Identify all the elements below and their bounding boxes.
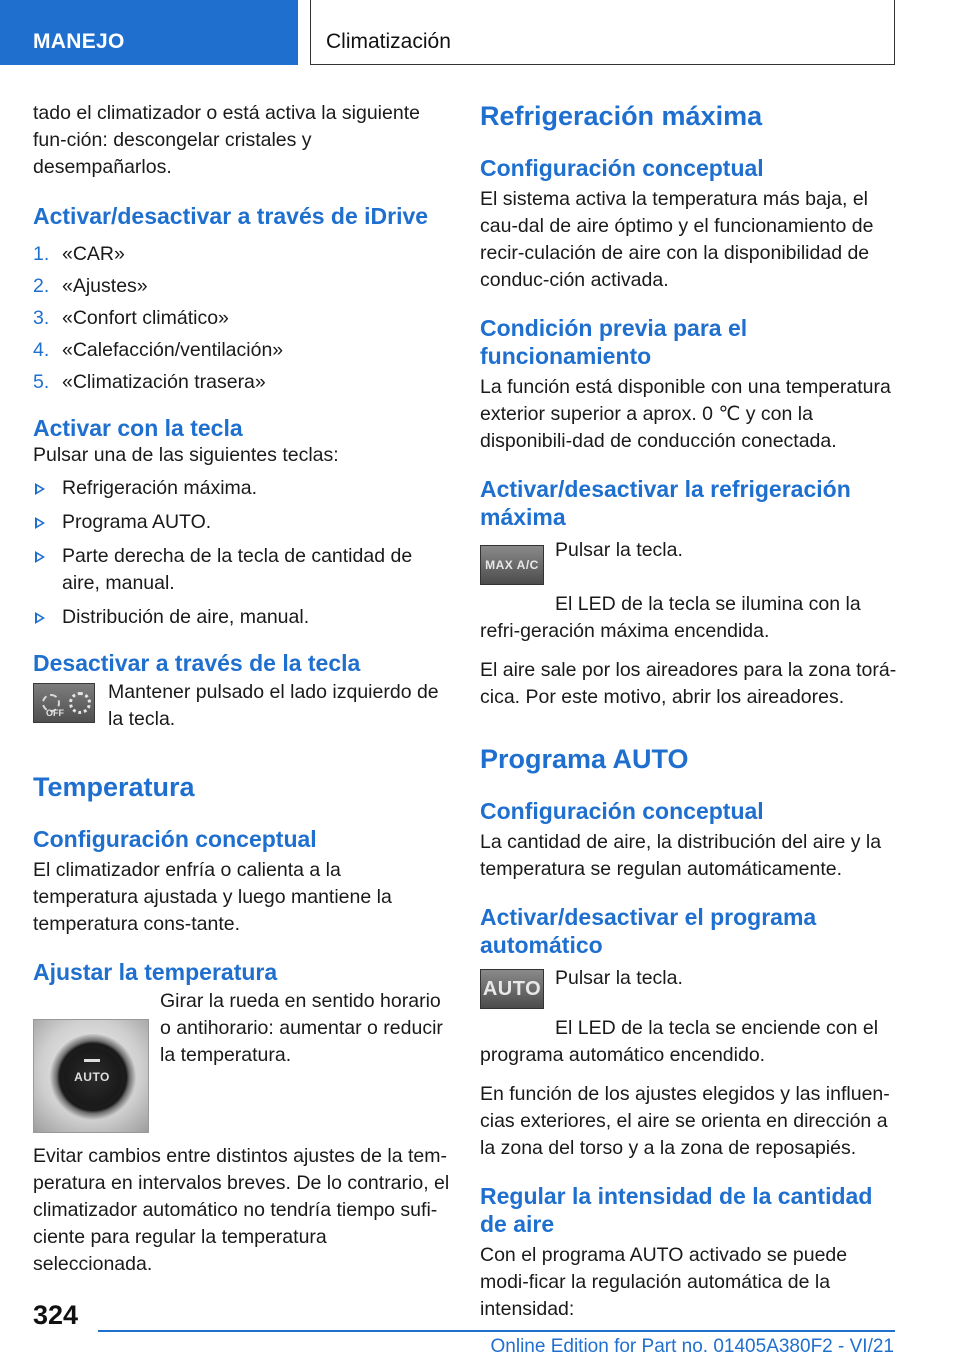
auto-press-text: Pulsar la tecla. xyxy=(555,967,683,989)
max-ac-key xyxy=(480,545,544,585)
key-intro: Pulsar una de las siguientes teclas: xyxy=(33,444,339,466)
list-item: Parte derecha de la tecla de cantidad de aire, manual. xyxy=(33,543,451,597)
key-list xyxy=(33,475,451,631)
list-item: Programa AUTO. xyxy=(33,509,451,536)
maxac-concept-text: El sistema activa la temperatura más baja, el cau-dal de aire óptimo y el funcionamiento de recir-culación de aire con la disponibilidad de conduc-ción activada. xyxy=(480,188,874,291)
list-item: 3. «Confort climático» xyxy=(33,307,229,329)
triangle-bullet-icon xyxy=(35,517,45,529)
list-item: 4. «Calefacción/ventilación» xyxy=(33,339,284,361)
fan-off-label: OFF xyxy=(46,708,64,718)
list-item: 2. «Ajustes» xyxy=(33,275,148,297)
deactivate-row xyxy=(33,679,451,733)
maxac-press-text: Pulsar la tecla. xyxy=(555,539,683,561)
maxac-led-text: El LED de la tecla se ilumina con la refri-geración máxima encendida. xyxy=(480,593,861,642)
maxac-heading: Refrigeración máxima xyxy=(480,101,763,131)
maxac-concept-heading: Configuración conceptual xyxy=(480,155,764,181)
section-tab xyxy=(0,0,298,65)
auto-key xyxy=(480,969,544,1009)
footer-divider xyxy=(98,1330,895,1332)
chapter-box xyxy=(310,0,895,65)
footer-edition: Online Edition for Part no. 01405A380F2 - VI/21 xyxy=(490,1336,894,1357)
temp-warning-text: Evitar cambios entre distintos ajustes de la tem-peratura en intervalos breves. De lo contrario, el climatizador automático no tendría tiempo sufi-ciente para regular la temperatura seleccionada. xyxy=(33,1145,450,1275)
maxac-condition-text: La función está disponible con una temperatura exterior superior a aprox. 0 ℃ y con la disponibili-dad de conducción conectada. xyxy=(480,376,891,452)
maxac-key-row xyxy=(480,537,898,585)
section-title: MANEJO xyxy=(33,30,125,53)
maxac-toggle-heading: Activar/desactivar la refrigeración máxima xyxy=(480,476,851,530)
right-column xyxy=(480,100,898,1323)
maxac-condition-heading: Condición previa para el funcionamiento xyxy=(480,315,748,369)
auto-key-row xyxy=(480,965,898,1009)
idrive-steps xyxy=(33,238,451,398)
max-ac-key-label: MAX A/C xyxy=(480,545,544,585)
auto-concept-heading: Configuración conceptual xyxy=(480,798,764,824)
maxac-air-text: El aire sale por los aireadores para la zona torá-cica. Por este motivo, abrir los aireadores. xyxy=(480,659,897,708)
fan-icon xyxy=(69,692,91,714)
deactivate-heading: Desactivar a través de la tecla xyxy=(33,650,361,676)
temp-concept-text: El climatizador enfría o calienta a la temperatura ajustada y luego mantiene la temperatura cons-tante. xyxy=(33,859,392,935)
auto-led-text: El LED de la tecla se enciende con el programa automático encendido. xyxy=(480,1017,879,1066)
list-item: 1. «CAR» xyxy=(33,243,125,265)
temp-adjust-text: Girar la rueda en sentido horario o antihorario: aumentar o reducir la temperatura. xyxy=(160,990,443,1066)
triangle-bullet-icon xyxy=(35,612,45,624)
list-item: Refrigeración máxima. xyxy=(33,475,451,502)
intensity-heading: Regular la intensidad de la cantidad de aire xyxy=(480,1183,873,1237)
temperature-heading: Temperatura xyxy=(33,772,195,802)
minus-icon xyxy=(84,1059,100,1062)
auto-heading: Programa AUTO xyxy=(480,744,689,774)
auto-key-label: AUTO xyxy=(480,969,544,1009)
page-number: 324 xyxy=(33,1300,79,1330)
temp-adjust-row xyxy=(33,988,451,1133)
temperature-knob xyxy=(33,1019,149,1133)
temp-concept-heading: Configuración conceptual xyxy=(33,826,317,852)
list-item: 5. «Climatización trasera» xyxy=(33,371,266,393)
fan-off-key xyxy=(33,683,95,723)
left-column xyxy=(33,100,451,1278)
idrive-heading: Activar/desactivar a través de iDrive xyxy=(33,203,429,229)
auto-toggle-heading: Activar/desactivar el programa automático xyxy=(480,904,817,958)
auto-influence-text: En función de los ajustes elegidos y las influen-cias exteriores, el aire se orienta en dirección a la zona del torso y a la zona de reposapiés. xyxy=(480,1083,890,1159)
intensity-text: Con el programa AUTO activado se puede modi-ficar la regulación automática de la intensidad: xyxy=(480,1244,848,1320)
key-heading: Activar con la tecla xyxy=(33,415,243,441)
triangle-bullet-icon xyxy=(35,551,45,563)
chapter-title: Climatización xyxy=(326,30,451,53)
deactivate-text: Mantener pulsado el lado izquierdo de la tecla. xyxy=(108,681,439,730)
list-item: Distribución de aire, manual. xyxy=(33,604,451,631)
triangle-bullet-icon xyxy=(35,483,45,495)
knob-label: AUTO xyxy=(74,1070,110,1084)
auto-concept-text: La cantidad de aire, la distribución del aire y la temperatura se regulan automáticamente. xyxy=(480,831,882,880)
temp-adjust-heading: Ajustar la temperatura xyxy=(33,959,278,985)
intro-paragraph: tado el climatizador o está activa la siguiente fun-ción: descongelar cristales y desempañarlos. xyxy=(33,102,420,178)
